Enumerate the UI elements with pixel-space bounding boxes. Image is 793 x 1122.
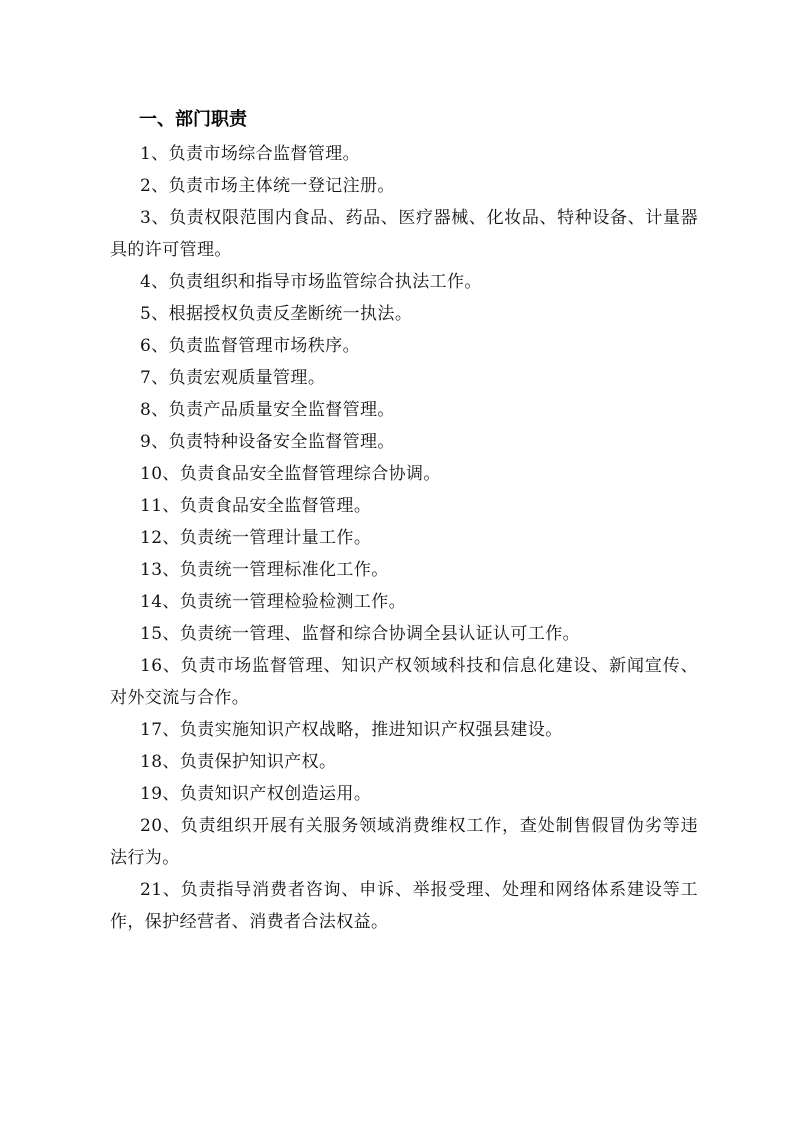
duty-item-17: 17、负责实施知识产权战略，推进知识产权强县建设。 [140,720,563,740]
duty-item-10: 10、负责食品安全监督管理综合协调。 [140,464,441,484]
duty-item-12: 12、负责统一管理计量工作。 [140,528,372,548]
duty-item-5: 5、根据授权负责反垄断统一执法。 [140,304,413,324]
duty-item-3: 3、负责权限范围内食品、药品、医疗器械、化妆品、特种设备、计量器具的许可管理。 [110,208,698,260]
duty-item-19: 19、负责知识产权创造运用。 [140,784,372,804]
duty-item-13: 13、负责统一管理标准化工作。 [140,560,389,580]
duty-item-6: 6、负责监督管理市场秩序。 [140,336,361,356]
duty-item-8: 8、负责产品质量安全监督管理。 [140,400,395,420]
duty-item-16: 16、负责市场监督管理、知识产权领域科技和信息化建设、新闻宣传、对外交流与合作。 [110,656,698,708]
duty-item-9: 9、负责特种设备安全监督管理。 [140,432,395,452]
section-heading: 一、部门职责 [139,109,247,130]
duty-item-21: 21、负责指导消费者咨询、申诉、举报受理、处理和网络体系建设等工作，保护经营者、消费者合法权益。 [110,880,698,932]
duty-item-4: 4、负责组织和指导市场监管综合执法工作。 [140,272,482,292]
duty-item-14: 14、负责统一管理检验检测工作。 [140,592,407,612]
duty-item-7: 7、负责宏观质量管理。 [140,368,326,388]
duty-item-15: 15、负责统一管理、监督和综合协调全县认证认可工作。 [140,624,581,644]
duty-list [110,138,698,938]
duty-item-1: 1、负责市场综合监督管理。 [140,144,361,164]
document-body [110,102,698,938]
duty-item-20: 20、负责组织开展有关服务领域消费维权工作，查处制售假冒伪劣等违法行为。 [110,816,698,868]
duty-item-2: 2、负责市场主体统一登记注册。 [140,176,395,196]
duty-item-11: 11、负责食品安全监督管理。 [140,496,372,516]
duty-item-18: 18、负责保护知识产权。 [140,752,337,772]
